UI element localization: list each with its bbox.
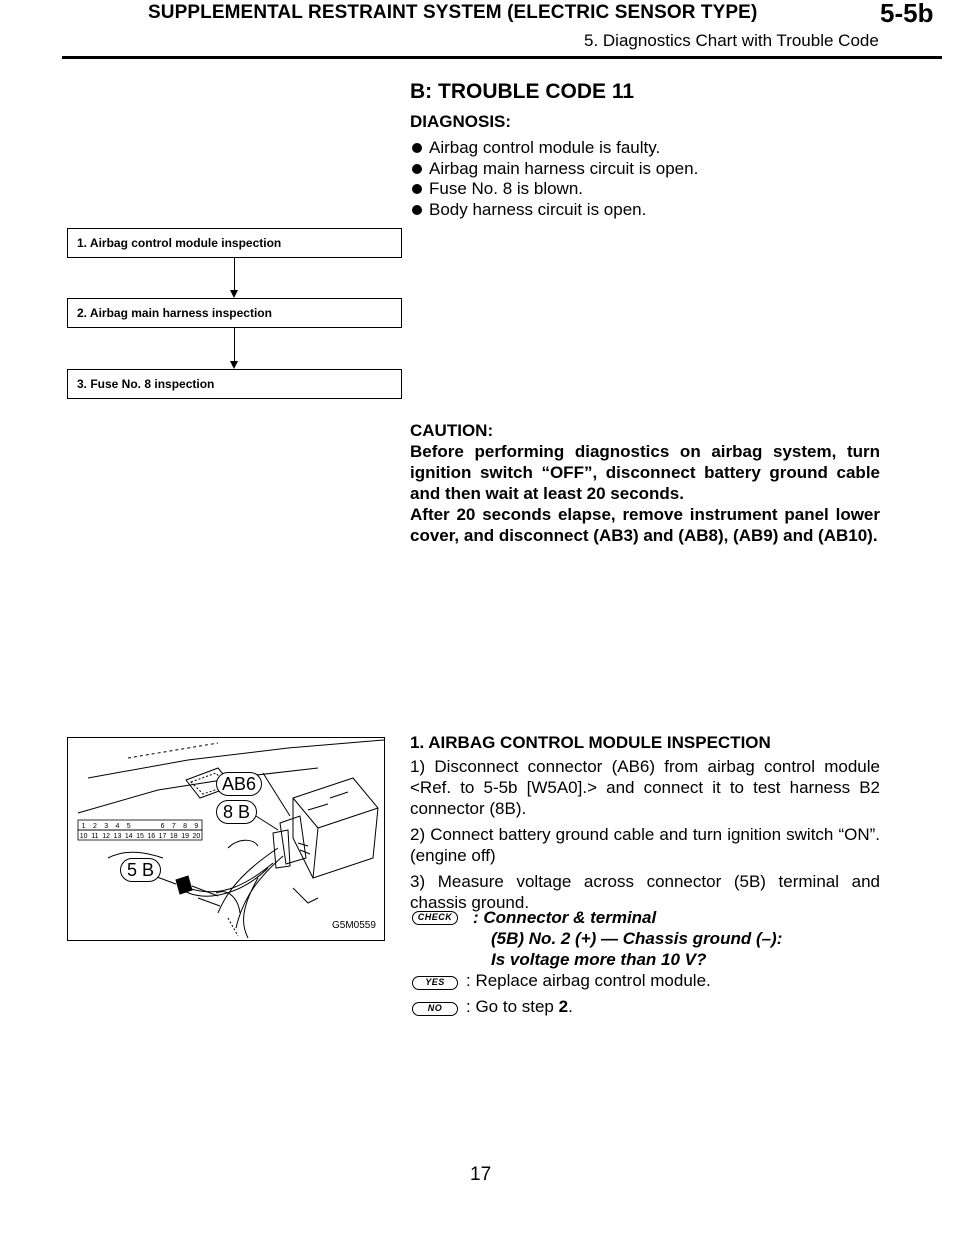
diagnosis-item: Airbag control module is faulty. (410, 138, 698, 159)
connector-pin: 13 (113, 833, 122, 840)
connector-pin: 10 (79, 833, 88, 840)
flow-step-3: 3. Fuse No. 8 inspection (67, 369, 402, 399)
connector-pin: 18 (169, 833, 178, 840)
page-number: 17 (470, 1164, 492, 1185)
connector-pin: 8 (183, 823, 188, 830)
flow-arrow-icon (230, 361, 238, 369)
no-answer-text: : Go to step (466, 997, 559, 1016)
connector-pin: 6 (160, 823, 165, 830)
flow-arrow-icon (230, 290, 238, 298)
label-8b: 8 B (216, 800, 257, 824)
flow-step-2: 2. Airbag main harness inspection (67, 298, 402, 328)
flow-connector (234, 328, 235, 361)
header-section-code: 5-5b (880, 0, 934, 28)
connector-pin: 2 (92, 823, 97, 830)
header-subtitle: 5. Diagnostics Chart with Trouble Code (584, 31, 879, 50)
harness-drawing (68, 738, 384, 940)
connector-pin: 12 (102, 833, 111, 840)
no-answer-step[interactable]: 2 (558, 997, 569, 1016)
caution-title: CAUTION: (410, 421, 494, 440)
no-badge-icon: NO (412, 1002, 458, 1016)
diagnosis-heading: DIAGNOSIS: (410, 112, 512, 131)
caution-paragraph: After 20 seconds elapse, remove instrument panel lower cover, and disconnect (AB3) and (AB8), (AB9) and (AB10). (410, 505, 880, 545)
flow-step-1: 1. Airbag control module inspection (67, 228, 402, 258)
step-title: 1. AIRBAG CONTROL MODULE INSPECTION (410, 733, 771, 752)
label-ab6: AB6 (216, 772, 262, 796)
step-item: 2) Connect battery ground cable and turn ignition switch “ON”. (engine off) (410, 825, 880, 865)
check-line: : Connector & terminal (473, 908, 657, 927)
diagnosis-list (410, 138, 698, 220)
step-instructions (410, 756, 880, 918)
connector-pin: 16 (147, 833, 156, 840)
diagnosis-item: Airbag main harness circuit is open. (410, 159, 698, 180)
step-item: 3) Measure voltage across connector (5B) terminal and chassis ground. (410, 872, 880, 912)
connector-pin: 19 (181, 833, 189, 840)
step-item: 1) Disconnect connector (AB6) from airbag control module <Ref. to 5-5b [W5A0].> and connect it to test harness B2 connector (8B). (410, 757, 880, 818)
figure-code: G5M0559 (332, 920, 376, 931)
connector-pin: 7 (171, 823, 176, 830)
connector-pin: 20 (192, 833, 201, 840)
label-5b: 5 B (120, 858, 161, 882)
check-line: Is voltage more than 10 V? (491, 950, 707, 969)
connector-pin: 17 (158, 833, 167, 840)
connector-pin: 1 (81, 823, 86, 830)
yes-answer: : Replace airbag control module. (466, 971, 711, 990)
header-rule (62, 56, 942, 59)
flow-connector (234, 258, 235, 290)
diagnosis-item: Fuse No. 8 is blown. (410, 179, 698, 200)
connector-pin: 14 (124, 833, 133, 840)
connector-illustration (67, 737, 385, 941)
no-answer (466, 997, 573, 1017)
section-title: B: TROUBLE CODE 11 (410, 80, 635, 103)
header-title: SUPPLEMENTAL RESTRAINT SYSTEM (ELECTRIC SENSOR TYPE) (148, 2, 758, 23)
no-answer-suffix: . (568, 997, 573, 1016)
yes-badge-icon: YES (412, 976, 458, 990)
diagnosis-item: Body harness circuit is open. (410, 200, 698, 221)
check-criteria (473, 907, 782, 970)
connector-pin: 3 (104, 823, 109, 830)
connector-pin: 15 (136, 833, 144, 840)
caution-paragraph: Before performing diagnostics on airbag system, turn ignition switch “OFF”, disconnect battery ground cable and then wait at least 20 seconds. (410, 442, 880, 503)
check-line: (5B) No. 2 (+) — Chassis ground (–): (491, 929, 783, 948)
connector-pin: 4 (115, 823, 120, 830)
caution-block (410, 420, 880, 546)
connector-pin: 5 (126, 823, 131, 830)
check-badge-icon: CHECK (412, 911, 458, 925)
connector-pin: 11 (91, 833, 99, 840)
connector-pin: 9 (194, 823, 199, 830)
